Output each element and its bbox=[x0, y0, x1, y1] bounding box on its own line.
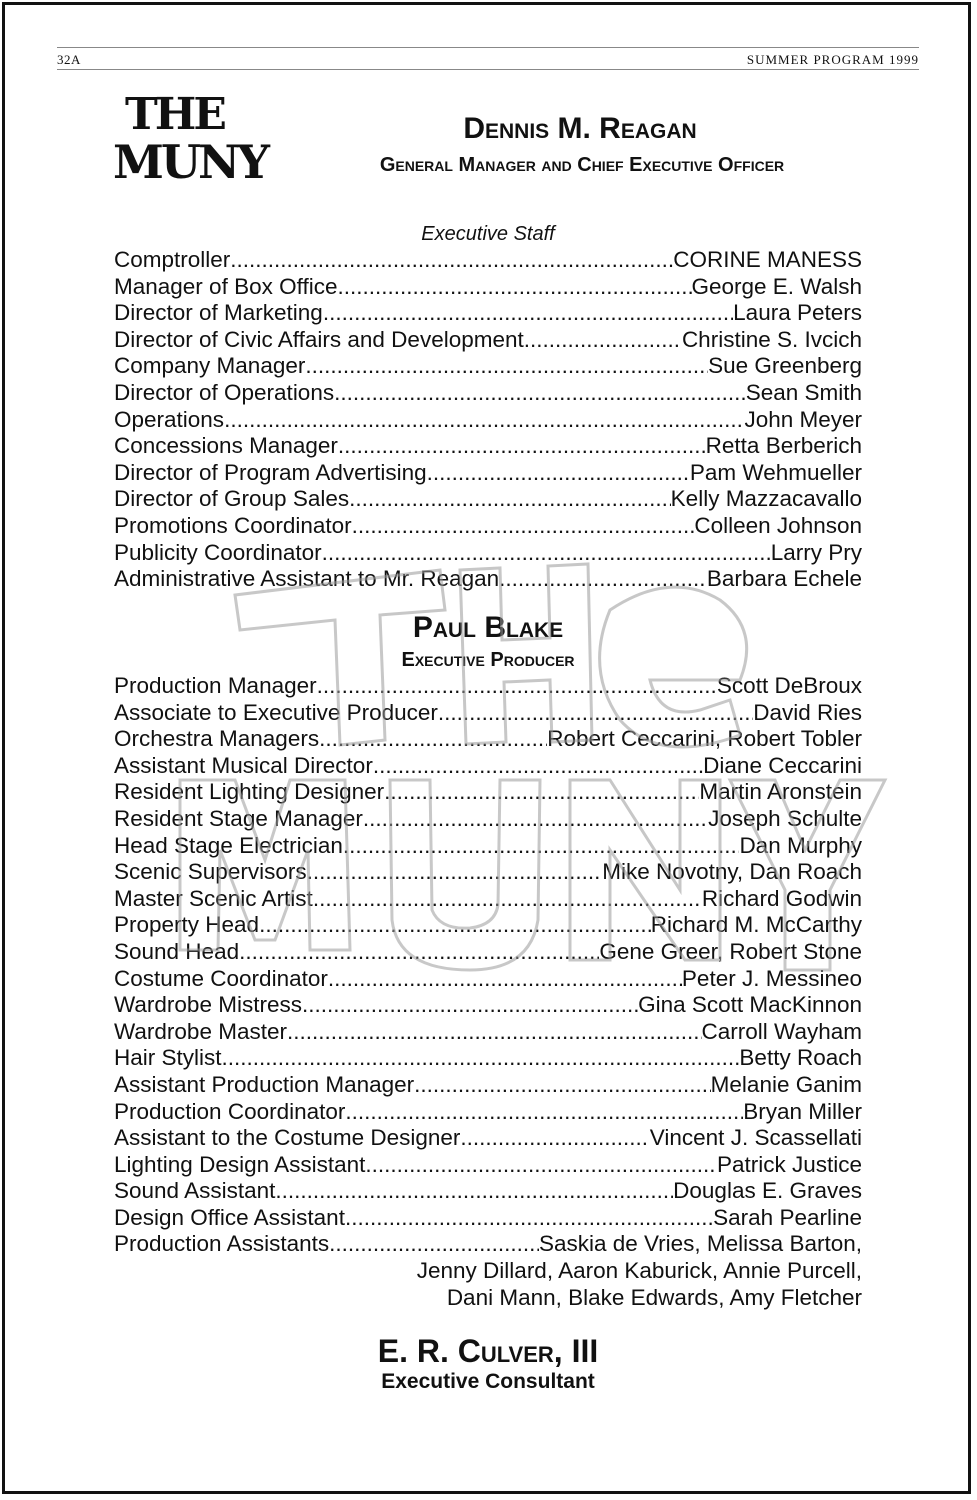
staff-person: Joseph Schulte bbox=[708, 805, 862, 831]
staff-role: Wardrobe Master bbox=[114, 1018, 287, 1044]
staff-person: CORINE MANESS bbox=[673, 247, 862, 272]
staff-role: Assistant Musical Director bbox=[114, 752, 373, 778]
staff-role: Director of Marketing bbox=[114, 300, 323, 326]
staff-row bbox=[114, 966, 862, 993]
dot-leader bbox=[363, 806, 708, 833]
staff-role: Comptroller bbox=[114, 247, 231, 272]
staff-row bbox=[114, 247, 862, 274]
dot-leader bbox=[365, 1152, 717, 1179]
page-number: 32A bbox=[57, 52, 81, 67]
staff-person: Vincent J. Scassellati bbox=[649, 1125, 862, 1151]
staff-person: Bryan Miller bbox=[743, 1098, 862, 1124]
staff-row bbox=[114, 833, 862, 860]
staff-row bbox=[114, 1099, 862, 1126]
dot-leader bbox=[275, 1178, 673, 1205]
dot-leader bbox=[337, 274, 691, 301]
staff-role: Promotions Coordinator bbox=[114, 512, 352, 538]
staff-role: Publicity Coordinator bbox=[114, 539, 322, 565]
staff-row bbox=[114, 992, 862, 1019]
staff-person: Patrick Justice bbox=[716, 1151, 862, 1177]
staff-row bbox=[114, 779, 862, 806]
staff-person: Christine S. Ivcich bbox=[681, 326, 862, 352]
dot-leader bbox=[287, 1019, 702, 1046]
staff-row bbox=[114, 1152, 862, 1179]
staff-row bbox=[114, 1045, 862, 1072]
staff-person: John Meyer bbox=[744, 406, 862, 432]
running-header bbox=[57, 52, 919, 68]
staff-row bbox=[114, 1178, 862, 1205]
dot-leader bbox=[373, 753, 703, 780]
dot-leader bbox=[414, 1072, 711, 1099]
staff-person: Douglas E. Graves bbox=[673, 1178, 862, 1204]
staff-person: George E. Walsh bbox=[691, 273, 862, 299]
staff-row bbox=[114, 1072, 862, 1099]
dot-leader bbox=[352, 513, 695, 540]
staff-role: Production Manager bbox=[114, 673, 317, 698]
staff-row bbox=[114, 806, 862, 833]
staff-role: Director of Program Advertising bbox=[114, 459, 427, 485]
staff-role: Orchestra Managers bbox=[114, 726, 320, 752]
production-staff-list bbox=[114, 673, 862, 1311]
executive-producer-title: Executive Producer bbox=[401, 649, 575, 671]
staff-continuation-line: Dani Mann, Blake Edwards, Amy Fletcher bbox=[446, 1284, 862, 1310]
header-rule-top bbox=[57, 47, 919, 48]
staff-person: Larry Pry bbox=[770, 539, 862, 565]
staff-person: Saskia de Vries, Melissa Barton, bbox=[538, 1231, 862, 1257]
staff-row bbox=[114, 939, 862, 966]
staff-person: Richard M. McCarthy bbox=[650, 912, 862, 938]
dot-leader bbox=[230, 247, 673, 274]
staff-person: Pam Wehmueller bbox=[689, 459, 862, 485]
dot-leader bbox=[302, 992, 638, 1019]
dot-leader bbox=[305, 353, 708, 380]
staff-continuation-line: Jenny Dillard, Aaron Kaburick, Annie Purcell, bbox=[416, 1258, 862, 1284]
staff-row bbox=[114, 859, 862, 886]
staff-person: Melanie Ganim bbox=[710, 1071, 862, 1097]
dot-leader bbox=[343, 833, 740, 860]
staff-role: Property Head bbox=[114, 912, 260, 938]
executive-staff-list bbox=[114, 247, 862, 593]
staff-role: Assistant Production Manager bbox=[114, 1071, 415, 1097]
dot-leader bbox=[259, 912, 651, 939]
executive-consultant-title: Executive Consultant bbox=[381, 1370, 595, 1393]
dot-leader bbox=[239, 939, 599, 966]
staff-person: Dan Murphy bbox=[739, 832, 862, 858]
dot-leader bbox=[499, 566, 707, 593]
staff-row bbox=[114, 886, 862, 913]
executive-producer-name: Paul Blake bbox=[412, 611, 564, 644]
staff-role: Resident Stage Manager bbox=[114, 805, 363, 831]
staff-person: Peter J. Messineo bbox=[681, 965, 862, 991]
dot-leader bbox=[328, 966, 682, 993]
staff-row bbox=[114, 1125, 862, 1152]
staff-role: Master Scenic Artist bbox=[114, 885, 313, 911]
staff-row bbox=[114, 300, 862, 327]
staff-row bbox=[114, 1231, 862, 1258]
staff-role: Administrative Assistant to Mr. Reagan bbox=[114, 566, 500, 592]
program-title: SUMMER PROGRAM 1999 bbox=[746, 52, 919, 67]
staff-row bbox=[114, 726, 862, 753]
dot-leader bbox=[222, 1045, 740, 1072]
dot-leader bbox=[329, 1231, 539, 1258]
staff-row bbox=[114, 1205, 862, 1232]
logo-line-the: THE bbox=[125, 89, 224, 140]
staff-row bbox=[114, 353, 862, 380]
dot-leader bbox=[345, 1205, 713, 1232]
staff-person: Scott DeBroux bbox=[716, 673, 862, 698]
staff-row bbox=[114, 700, 862, 727]
dot-leader bbox=[319, 726, 547, 753]
dot-leader bbox=[338, 433, 706, 460]
staff-person: Sean Smith bbox=[745, 379, 862, 405]
general-manager-name: Dennis M. Reagan bbox=[463, 112, 697, 145]
staff-person: Sarah Pearline bbox=[713, 1204, 862, 1230]
staff-row bbox=[114, 433, 862, 460]
staff-row bbox=[114, 1019, 862, 1046]
staff-role: Associate to Executive Producer bbox=[114, 699, 438, 725]
staff-person: Robert Ceccarini, Robert Tobler bbox=[547, 726, 862, 752]
staff-role: Assistant to the Costume Designer bbox=[114, 1125, 461, 1151]
dot-leader bbox=[427, 460, 690, 487]
staff-role: Wardrobe Mistress bbox=[114, 992, 302, 1018]
staff-person: Kelly Mazzacavallo bbox=[670, 486, 862, 512]
staff-row bbox=[114, 274, 862, 301]
muny-logo bbox=[113, 89, 267, 192]
staff-person: Mike Novotny, Dan Roach bbox=[602, 859, 862, 885]
staff-role: Director of Operations bbox=[114, 379, 335, 405]
dot-leader bbox=[384, 779, 699, 806]
staff-role: Design Office Assistant bbox=[114, 1204, 345, 1230]
staff-row bbox=[114, 673, 862, 700]
staff-role: Resident Lighting Designer bbox=[114, 779, 385, 805]
dot-leader bbox=[438, 700, 753, 727]
staff-role: Concessions Manager bbox=[114, 433, 338, 459]
header-rule-bottom bbox=[57, 69, 919, 70]
general-manager-title: General Manager and Chief Executive Officer bbox=[379, 154, 785, 176]
dot-leader bbox=[317, 673, 717, 700]
staff-row bbox=[114, 513, 862, 540]
staff-role: Hair Stylist bbox=[114, 1045, 222, 1071]
dot-leader bbox=[323, 300, 733, 327]
staff-person: Sue Greenberg bbox=[708, 353, 862, 379]
dot-leader bbox=[322, 540, 771, 567]
dot-leader bbox=[224, 407, 744, 434]
staff-role: Company Manager bbox=[114, 353, 306, 379]
staff-person: Gina Scott MacKinnon bbox=[638, 992, 862, 1018]
staff-row bbox=[114, 486, 862, 513]
staff-person: Gene Greer, Robert Stone bbox=[599, 938, 862, 964]
staff-role: Lighting Design Assistant bbox=[114, 1151, 366, 1177]
staff-role: Production Assistants bbox=[114, 1231, 330, 1257]
staff-person: Carroll Wayham bbox=[701, 1018, 862, 1044]
staff-row bbox=[114, 540, 862, 567]
staff-role: Operations bbox=[114, 406, 225, 432]
staff-role: Production Coordinator bbox=[114, 1098, 346, 1124]
staff-person: Laura Peters bbox=[733, 300, 862, 326]
staff-person: Martin Aronstein bbox=[699, 779, 862, 805]
staff-role: Sound Assistant bbox=[114, 1178, 276, 1204]
staff-row bbox=[114, 460, 862, 487]
logo-line-muny: MUNY bbox=[113, 135, 267, 189]
dot-leader bbox=[345, 1099, 743, 1126]
staff-person: Richard Godwin bbox=[701, 885, 862, 911]
staff-row bbox=[114, 912, 862, 939]
staff-row bbox=[114, 380, 862, 407]
staff-person: Diane Ceccarini bbox=[703, 752, 862, 778]
staff-row bbox=[114, 407, 862, 434]
staff-role: Scenic Supervisors bbox=[114, 859, 307, 885]
staff-row bbox=[114, 327, 862, 354]
staff-person: Barbara Echele bbox=[706, 566, 862, 592]
staff-role: Director of Group Sales bbox=[114, 486, 350, 512]
dot-leader bbox=[307, 859, 603, 886]
staff-row bbox=[114, 753, 862, 780]
staff-person: Betty Roach bbox=[739, 1045, 862, 1071]
executive-consultant-name: E. R. Culver, III bbox=[377, 1333, 599, 1369]
staff-role: Manager of Box Office bbox=[114, 273, 338, 299]
staff-person: David Ries bbox=[753, 699, 862, 725]
dot-leader bbox=[334, 380, 746, 407]
staff-person: Colleen Johnson bbox=[694, 512, 862, 538]
staff-role: Sound Head bbox=[114, 938, 240, 964]
staff-role: Director of Civic Affairs and Development bbox=[114, 326, 524, 352]
dot-leader bbox=[313, 886, 702, 913]
dot-leader bbox=[524, 327, 682, 354]
dot-leader bbox=[460, 1125, 649, 1152]
staff-row bbox=[114, 566, 862, 593]
staff-person: Retta Berberich bbox=[705, 433, 862, 459]
staff-role: Costume Coordinator bbox=[114, 965, 328, 991]
staff-role: Head Stage Electrician bbox=[114, 832, 343, 858]
executive-staff-label: Executive Staff bbox=[421, 223, 555, 245]
dot-leader bbox=[349, 486, 671, 513]
